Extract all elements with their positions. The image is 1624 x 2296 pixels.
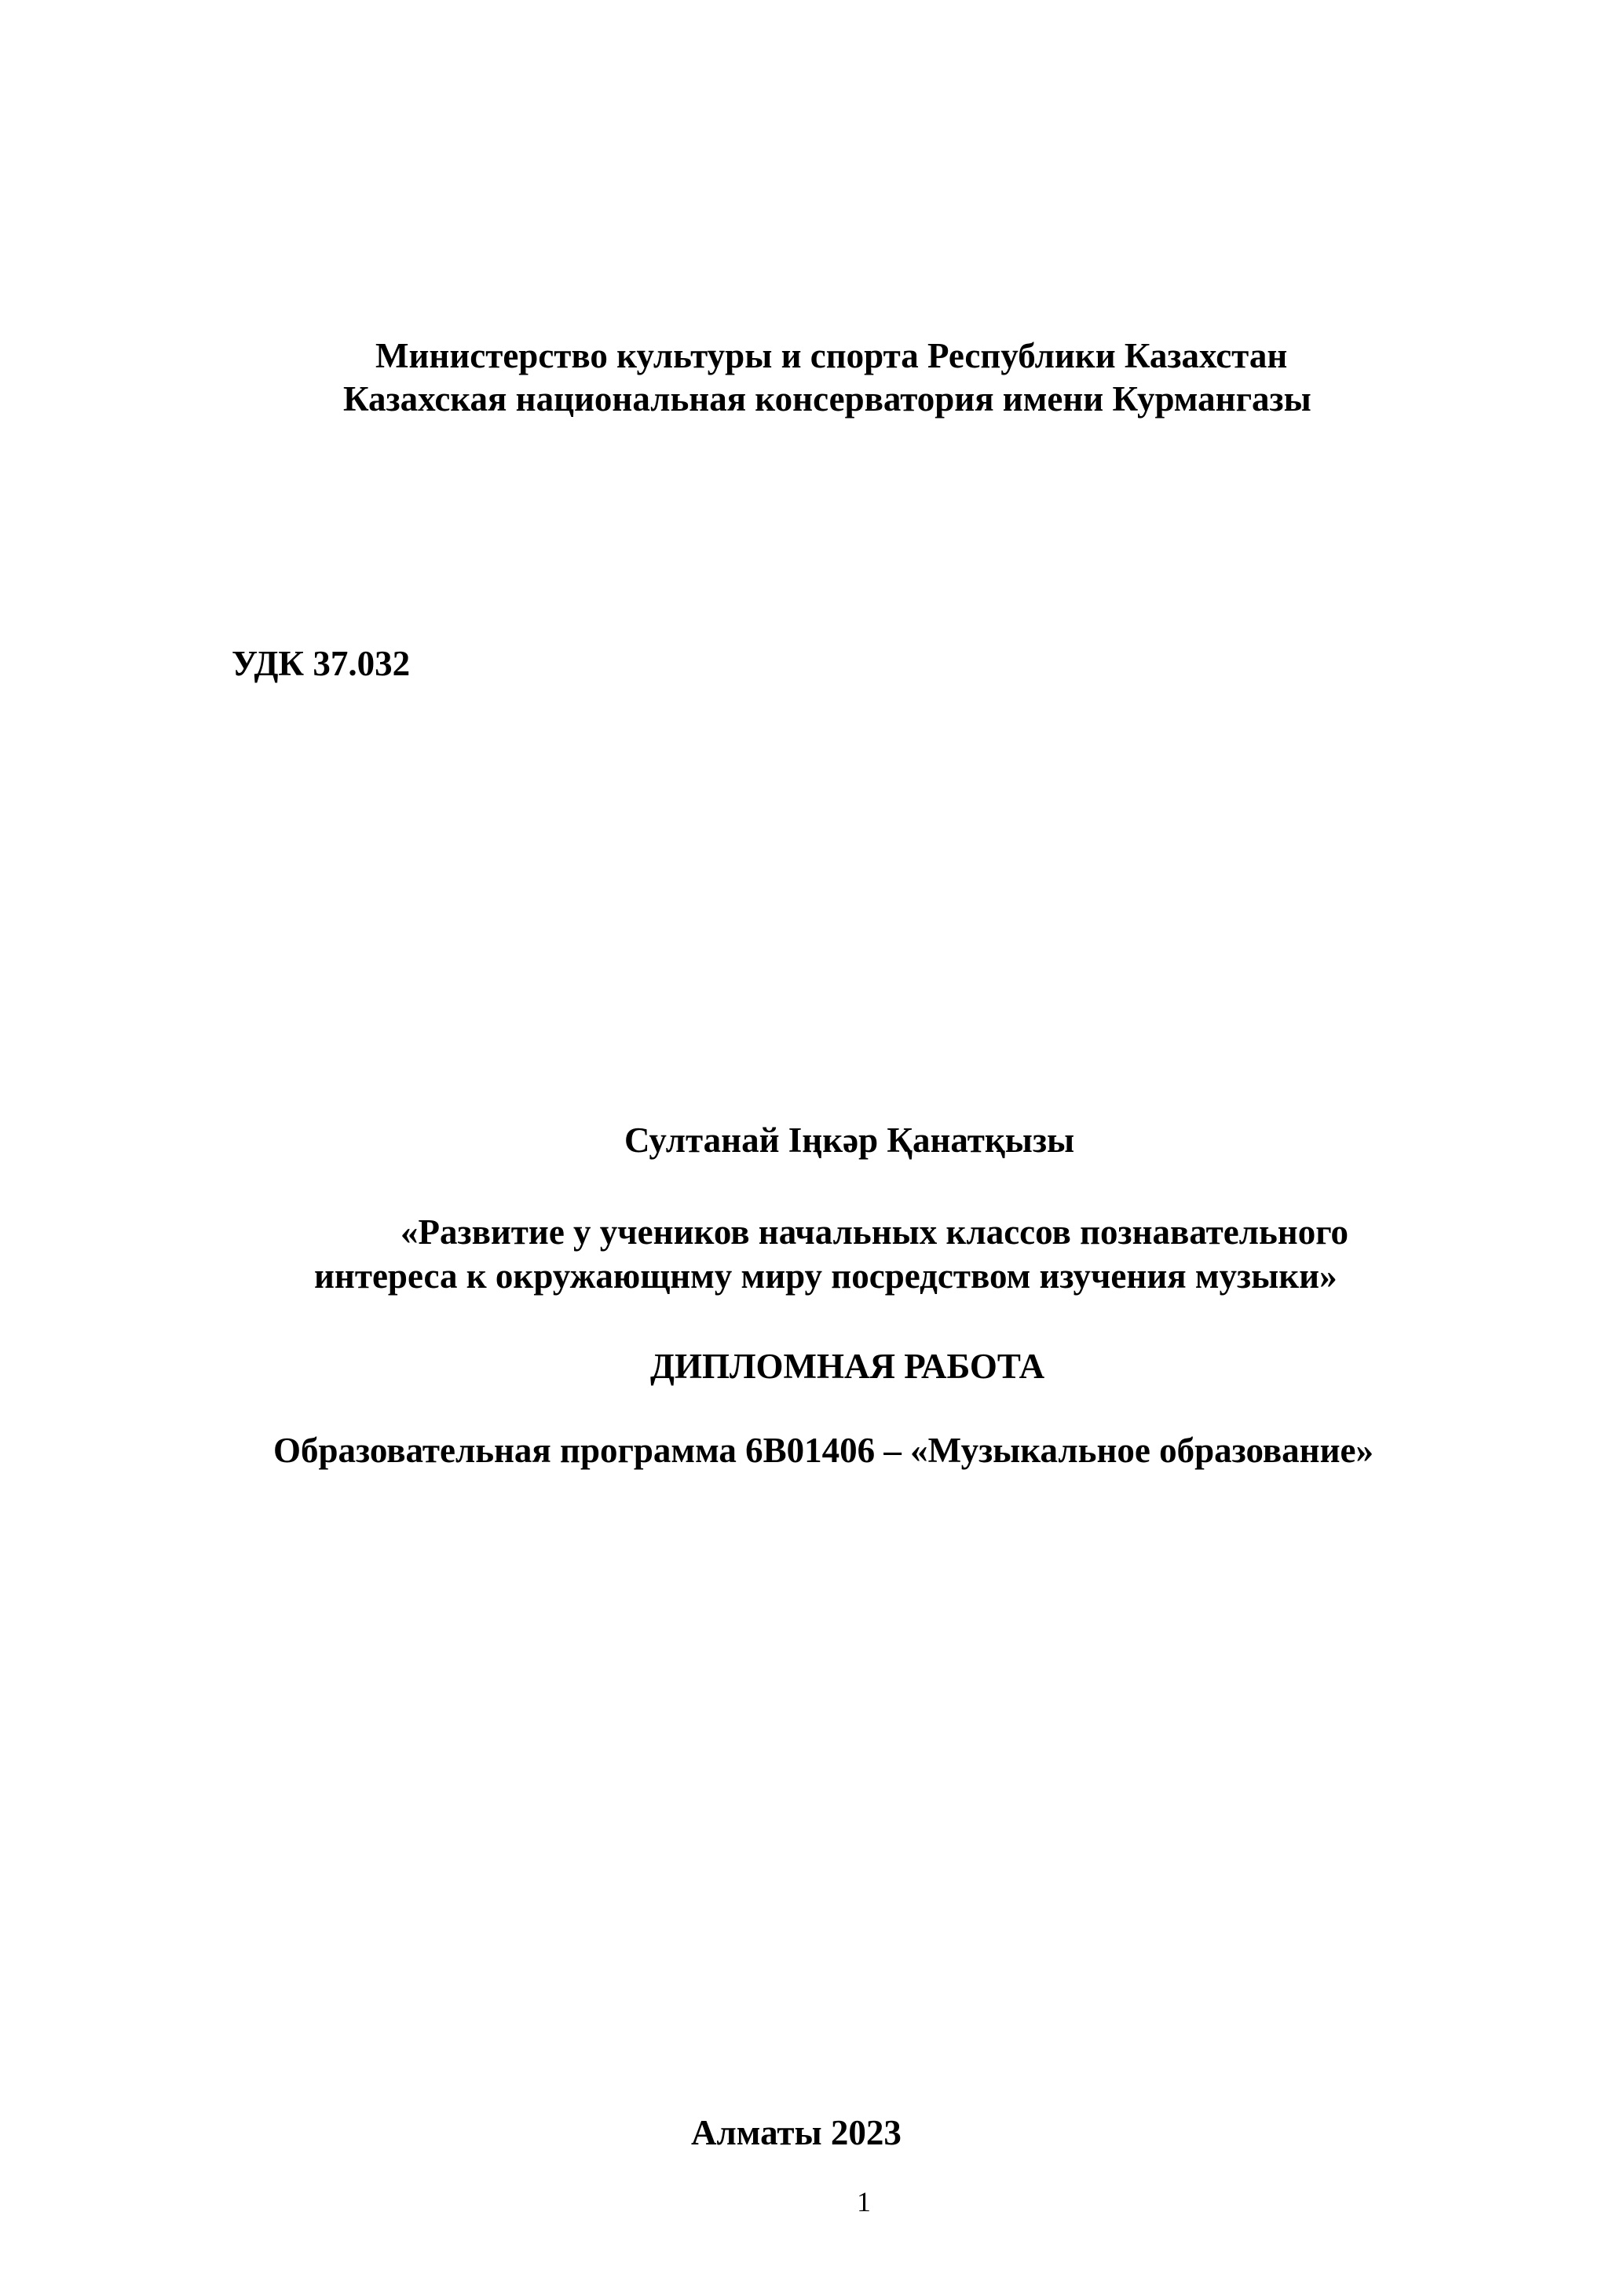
institution-heading: Казахская национальная консерватория имени Курмангазы — [343, 379, 1311, 419]
educational-program: Образовательная программа 6В01406 – «Музыкальное образование» — [273, 1431, 1373, 1470]
thesis-title-line-2: интереса к окружающнму миру посредством изучения музыки» — [314, 1256, 1337, 1296]
ministry-heading: Министерство культуры и спорта Республики Казахстан — [375, 336, 1288, 375]
udc-code: УДК 37.032 — [232, 644, 411, 683]
thesis-title-line-1: «Развитие у учеников начальных классов познавательного — [401, 1212, 1349, 1252]
city-year: Алматы 2023 — [691, 2113, 902, 2152]
page-number: 1 — [857, 2186, 871, 2217]
document-type: ДИПЛОМНАЯ РАБОТА — [650, 1347, 1045, 1386]
author-name: Султанай Іңкәр Қанатқызы — [624, 1121, 1075, 1160]
